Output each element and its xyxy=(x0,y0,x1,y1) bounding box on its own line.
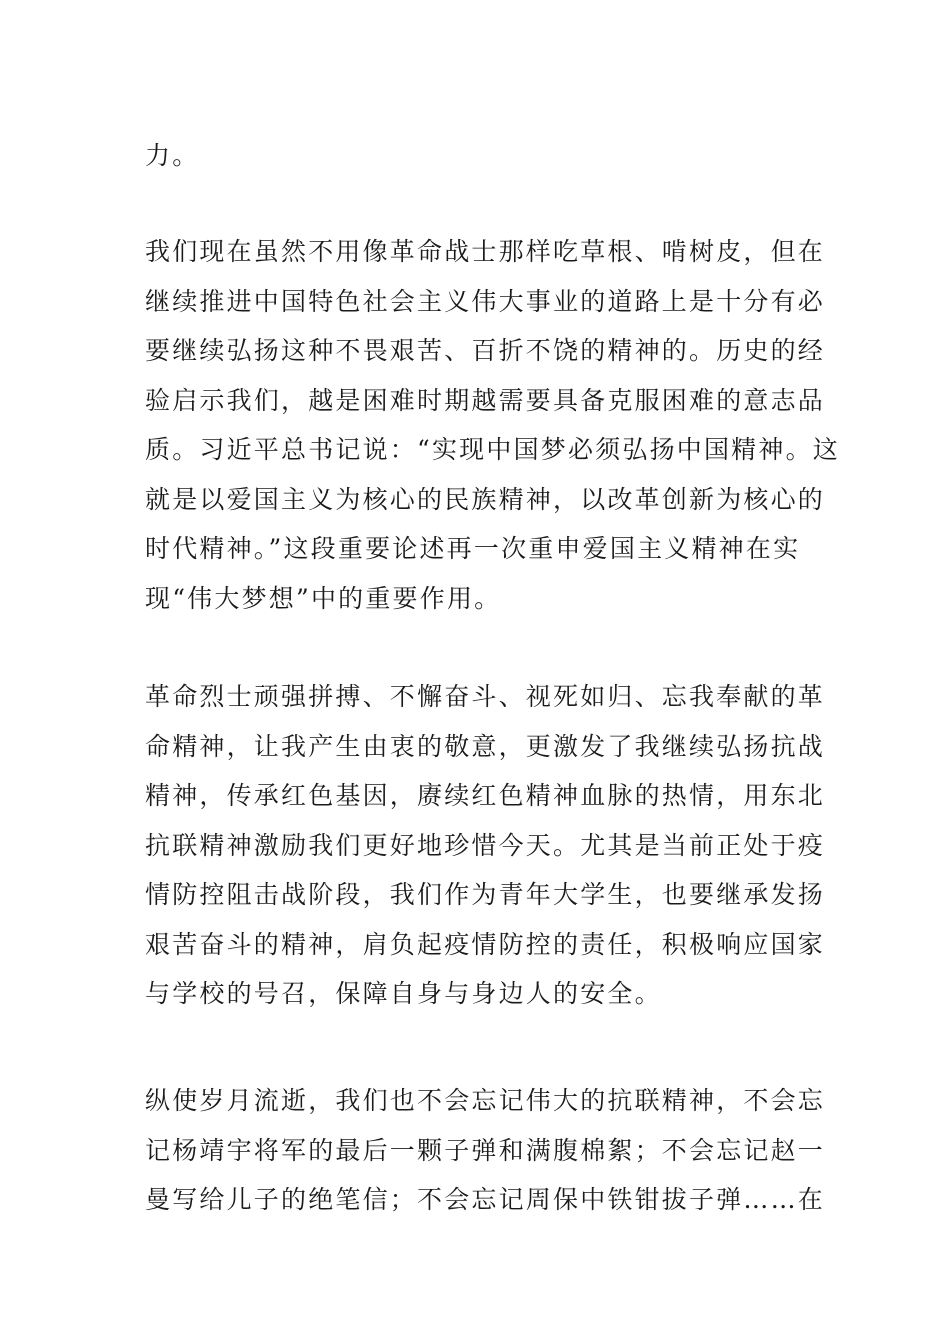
text-line: 与学校的号召，保障自身与身边人的安全。 xyxy=(145,979,662,1008)
text-line: 继续推进中国特色社会主义伟大事业的道路上是十分有必 xyxy=(145,286,826,316)
text-line: 抗联精神激励我们更好地珍惜今天。尤其是当前正处于疫 xyxy=(145,830,826,860)
text-line: 精神，传承红色基因，赓续红色精神血脉的热情，用东北 xyxy=(145,781,826,810)
text-line: 命精神，让我产生由衷的敬意，更激发了我继续弘扬抗战 xyxy=(145,731,826,761)
text-line: 情防控阻击战阶段，我们作为青年大学生，也要继承发扬 xyxy=(145,880,826,909)
text-line: 要继续弘扬这种不畏艰苦、百折不饶的精神的。历史的经 xyxy=(145,336,826,365)
text-line: 记杨靖宇将军的最后一颗子弹和满腹棉絮；不会忘记赵一 xyxy=(145,1135,826,1165)
paragraph-continuation xyxy=(145,131,815,181)
text-line: 验启示我们，越是困难时期越需要具备克服困难的意志品 xyxy=(145,385,826,415)
text-line: 纵使岁月流逝，我们也不会忘记伟大的抗联精神，不会忘 xyxy=(145,1086,826,1115)
text-line: 就是以爱国主义为核心的民族精神，以改革创新为核心的 xyxy=(145,484,826,514)
paragraph-chinese-spirit xyxy=(145,227,840,623)
text-line: 我们现在虽然不用像革命战士那样吃草根、啃树皮，但在 xyxy=(145,237,826,266)
text-line: 曼写给儿子的绝笔信；不会忘记周保中铁钳拔子弹……在 xyxy=(145,1185,826,1214)
text-line: 艰苦奋斗的精神，肩负起疫情防控的责任，积极响应国家 xyxy=(145,929,826,959)
paragraph-remembrance xyxy=(145,1076,826,1225)
text-line: 时代精神。”这段重要论述再一次重申爱国主义精神在实 xyxy=(145,534,801,563)
text-line: 力。 xyxy=(145,141,200,170)
text-line: 现“伟大梦想”中的重要作用。 xyxy=(145,583,502,613)
text-line: 质。习近平总书记说：“实现中国梦必须弘扬中国精神。这 xyxy=(145,435,840,464)
text-line: 革命烈士顽强拼搏、不懈奋斗、视死如归、忘我奉献的革 xyxy=(145,682,826,711)
paragraph-revolutionary-spirit xyxy=(145,672,826,1019)
